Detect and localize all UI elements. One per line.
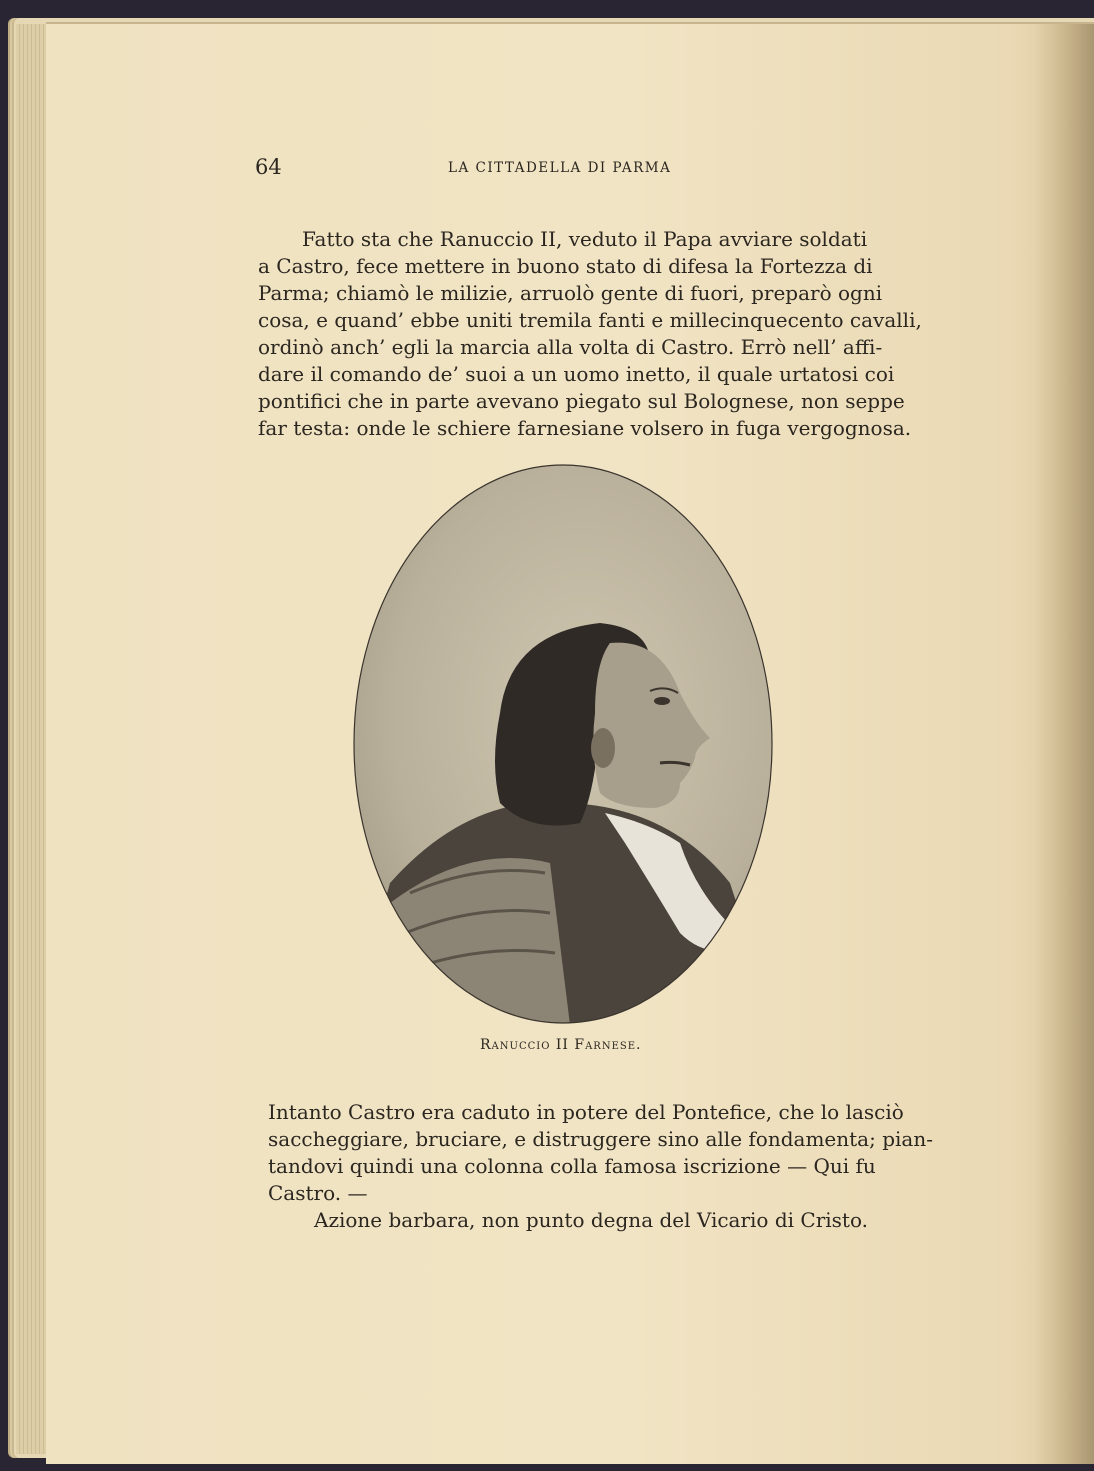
text-line: Parma; chiamò le milizie, arruolò gente di fuori, preparò ogni bbox=[258, 281, 883, 305]
text-line: a Castro, fece mettere in buono stato di difesa la Fortezza di bbox=[258, 254, 873, 278]
portrait-caption: Ranuccio II Farnese. bbox=[480, 1037, 642, 1053]
text-line: pontifici che in parte avevano piegato sul Bolognese, non seppe bbox=[258, 389, 905, 413]
paragraph-1 bbox=[258, 226, 922, 442]
text-line: tandovi quindi una colonna colla famosa iscrizione — Qui fu bbox=[268, 1154, 876, 1178]
page-header bbox=[255, 155, 875, 185]
paragraph-3 bbox=[314, 1207, 874, 1234]
portrait-engraving-icon bbox=[350, 463, 776, 1025]
text-line: Castro. — bbox=[268, 1181, 368, 1205]
text-line: Intanto Castro era caduto in potere del Pontefice, che lo lasciò bbox=[268, 1100, 904, 1124]
text-line: ordinò anch’ egli la marcia alla volta di Castro. Errò nell’ affi- bbox=[258, 335, 883, 359]
text-line: Fatto sta che Ranuccio II, veduto il Papa avviare soldati bbox=[302, 227, 868, 251]
text-line: far testa: onde le schiere farnesiane volsero in fuga vergognosa. bbox=[258, 416, 912, 440]
text-line: cosa, e quand’ ebbe uniti tremila fanti e millecinquecento cavalli, bbox=[258, 308, 922, 332]
running-head: LA CITTADELLA DI PARMA bbox=[448, 160, 672, 176]
portrait-figure bbox=[350, 463, 776, 1025]
text-line: dare il comando de’ suoi a un uomo inetto, il quale urtatosi coi bbox=[258, 362, 895, 386]
book-gutter bbox=[1034, 24, 1094, 1464]
text-line: Azione barbara, non punto degna del Vicario di Cristo. bbox=[314, 1208, 868, 1232]
page-number: 64 bbox=[255, 155, 282, 179]
paragraph-2 bbox=[268, 1099, 933, 1207]
text-line: saccheggiare, bruciare, e distruggere sino alle fondamenta; pian- bbox=[268, 1127, 933, 1151]
